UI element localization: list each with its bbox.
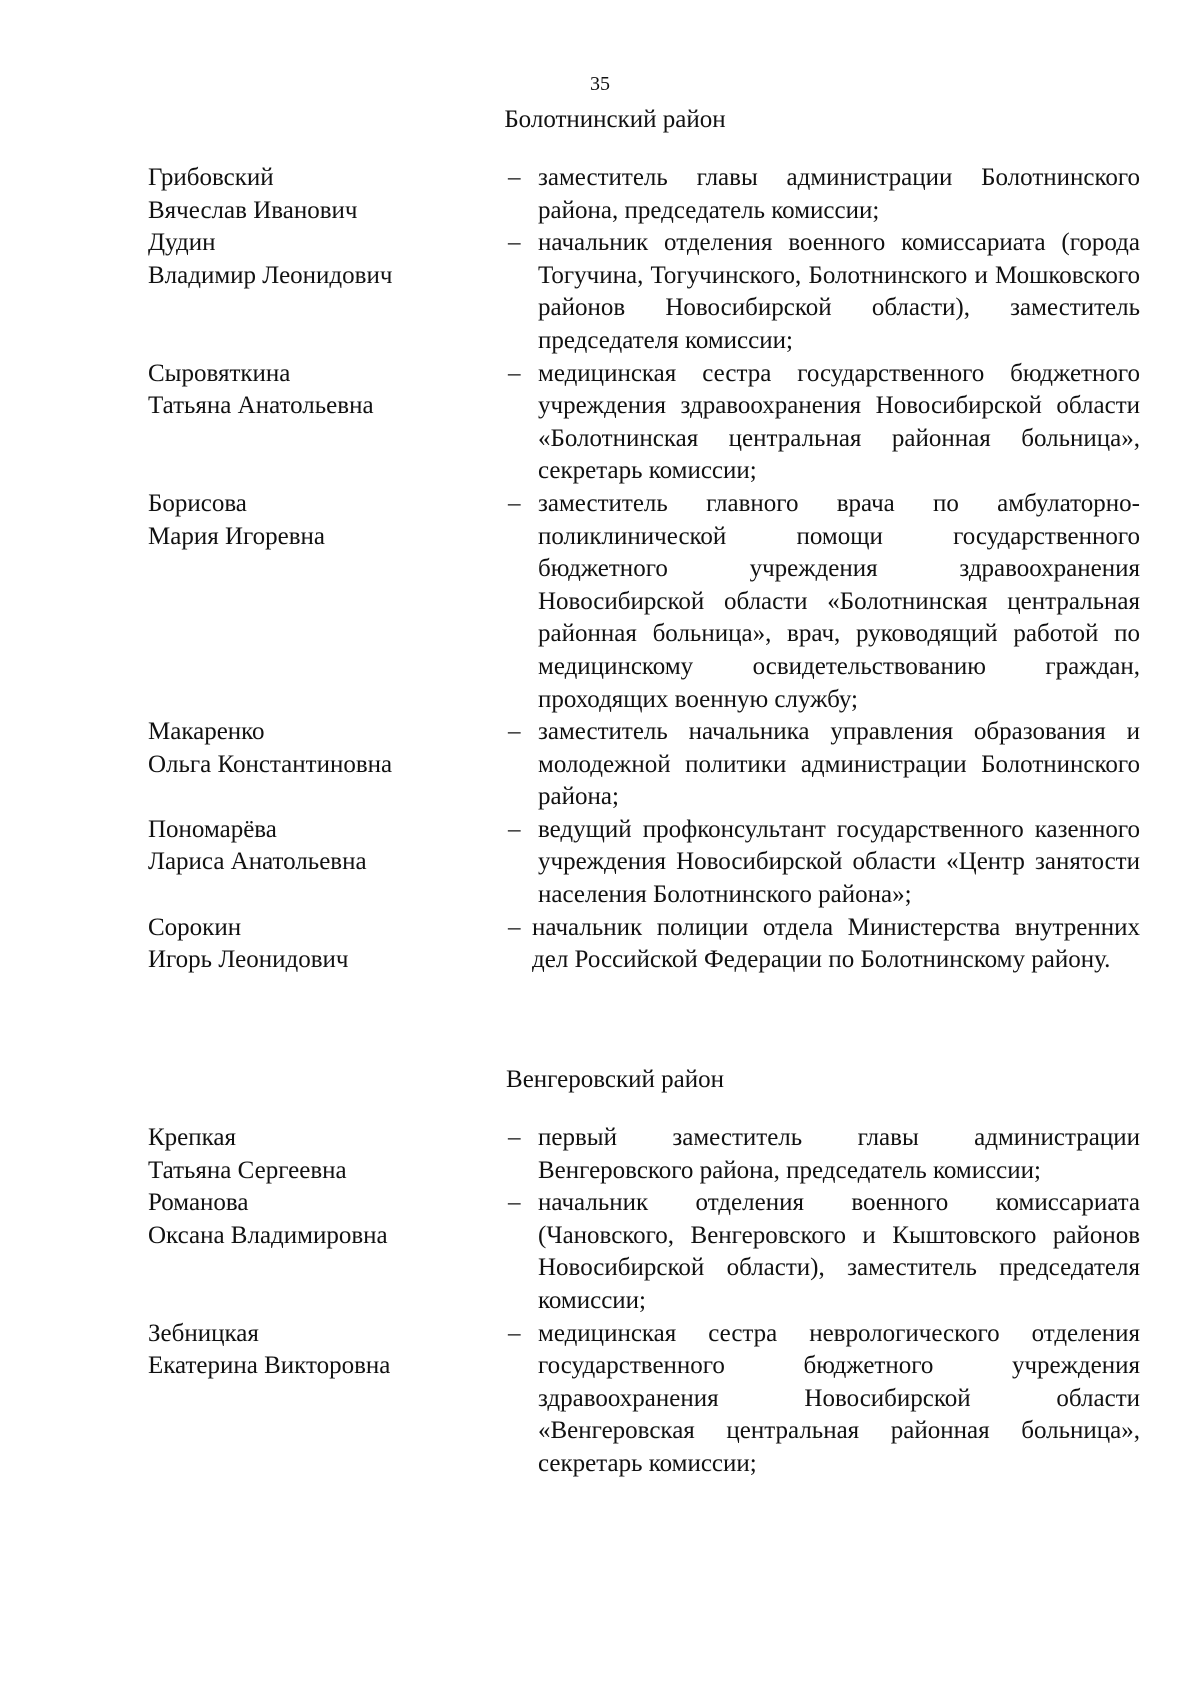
section-heading-vengerovsky: Венгеровский район: [506, 1066, 724, 1093]
member-name: [148, 1187, 508, 1317]
member-role: начальник отделения военного комиссариата (Чановского, Венгеровского и Кыштовского районов Новосибирской области), заместитель председателя комиссии;: [538, 1189, 1140, 1314]
member-entry: [148, 488, 1140, 716]
dash: –: [508, 815, 521, 843]
member-name: [148, 488, 508, 716]
member-surname: Крепкая: [148, 1124, 237, 1151]
member-role: медицинская сестра неврологического отделения государственного бюджетного учреждения здравоохранения Новосибирской области «Венгеровская центральная районная больница», секретарь комиссии;: [538, 1319, 1140, 1477]
member-entry: [148, 227, 1140, 357]
member-given-names: Татьяна Сергеевна: [148, 1156, 347, 1184]
member-list-bolotninsky: [148, 162, 1140, 977]
member-given-names: Игорь Леонидович: [148, 946, 349, 974]
member-name: [148, 227, 508, 357]
member-role: ведущий профконсультант государственного казенного учреждения Новосибирской области «Центр занятости населения Болотнинского района»;: [538, 815, 1140, 909]
member-entry: [148, 716, 1140, 814]
dash: –: [508, 164, 521, 191]
member-entry: [148, 912, 1140, 977]
member-role: начальник полиции отдела Министерства внутренних дел Российской Федерации по Болотнинскому району.: [532, 913, 1140, 974]
member-given-names: Оксана Владимировна: [148, 1221, 388, 1249]
member-name: [148, 814, 508, 912]
member-given-names: Мария Игоревна: [148, 522, 326, 550]
member-name: [148, 716, 508, 814]
member-entry: [148, 1122, 1140, 1187]
member-entry: [148, 1318, 1140, 1481]
member-surname: Грибовский: [148, 164, 274, 191]
member-list-vengerovsky: [148, 1122, 1140, 1481]
member-role: заместитель главы администрации Болотнинского района, председатель комиссии;: [538, 164, 1140, 224]
member-given-names: Екатерина Викторовна: [148, 1352, 391, 1380]
section-heading-bolotninsky: Болотнинский район: [504, 106, 726, 133]
member-role: начальник отделения военного комиссариата (города Тогучина, Тогучинского, Болотнинского и Мошковского районов Новосибирской области), заместитель председателя комиссии;: [538, 229, 1140, 354]
dash: –: [508, 229, 521, 257]
dash: –: [508, 1124, 521, 1151]
page-number: 35: [590, 73, 610, 95]
dash: –: [508, 359, 521, 387]
member-name: [148, 358, 508, 488]
member-given-names: Татьяна Анатольевна: [148, 392, 374, 420]
member-surname: Борисова: [148, 489, 247, 517]
member-role: первый заместитель главы администрации Венгеровского района, председатель комиссии;: [538, 1124, 1140, 1184]
member-name: [148, 912, 508, 977]
member-entry: [148, 814, 1140, 912]
member-given-names: Ольга Константиновна: [148, 750, 393, 778]
member-name: [148, 162, 508, 227]
member-name: [148, 1318, 508, 1481]
member-surname: Сорокин: [148, 913, 242, 941]
member-name: [148, 1122, 508, 1187]
member-surname: Романова: [148, 1189, 249, 1217]
dash: –: [508, 1189, 521, 1217]
member-given-names: Вячеслав Иванович: [148, 196, 358, 224]
dash: –: [508, 489, 521, 517]
dash: –: [508, 1319, 521, 1347]
member-surname: Пономарёва: [148, 815, 277, 843]
member-surname: Дудин: [148, 229, 216, 257]
member-role: медицинская сестра государственного бюджетного учреждения здравоохранения Новосибирской области «Болотнинская центральная районная больница», секретарь комиссии;: [538, 359, 1140, 485]
member-role: заместитель главного врача по амбулаторно-поликлинической помощи государственного бюджетного учреждения здравоохранения Новосибирской области «Болотнинская центральная районная больница», врач, руководящий работой по медицинскому освидетельствованию граждан, проходящих военную службу;: [538, 489, 1140, 713]
dash: –: [508, 718, 521, 746]
member-given-names: Владимир Леонидович: [148, 261, 393, 289]
member-surname: Зебницкая: [148, 1319, 259, 1347]
member-given-names: Лариса Анатольевна: [148, 848, 367, 876]
member-entry: [148, 358, 1140, 488]
member-role: заместитель начальника управления образования и молодежной политики администрации Болотнинского района;: [538, 718, 1140, 811]
member-entry: [148, 1187, 1140, 1317]
member-entry: [148, 162, 1140, 227]
member-surname: Сыровяткина: [148, 359, 291, 387]
dash: –: [508, 913, 521, 941]
member-surname: Макаренко: [148, 718, 265, 746]
